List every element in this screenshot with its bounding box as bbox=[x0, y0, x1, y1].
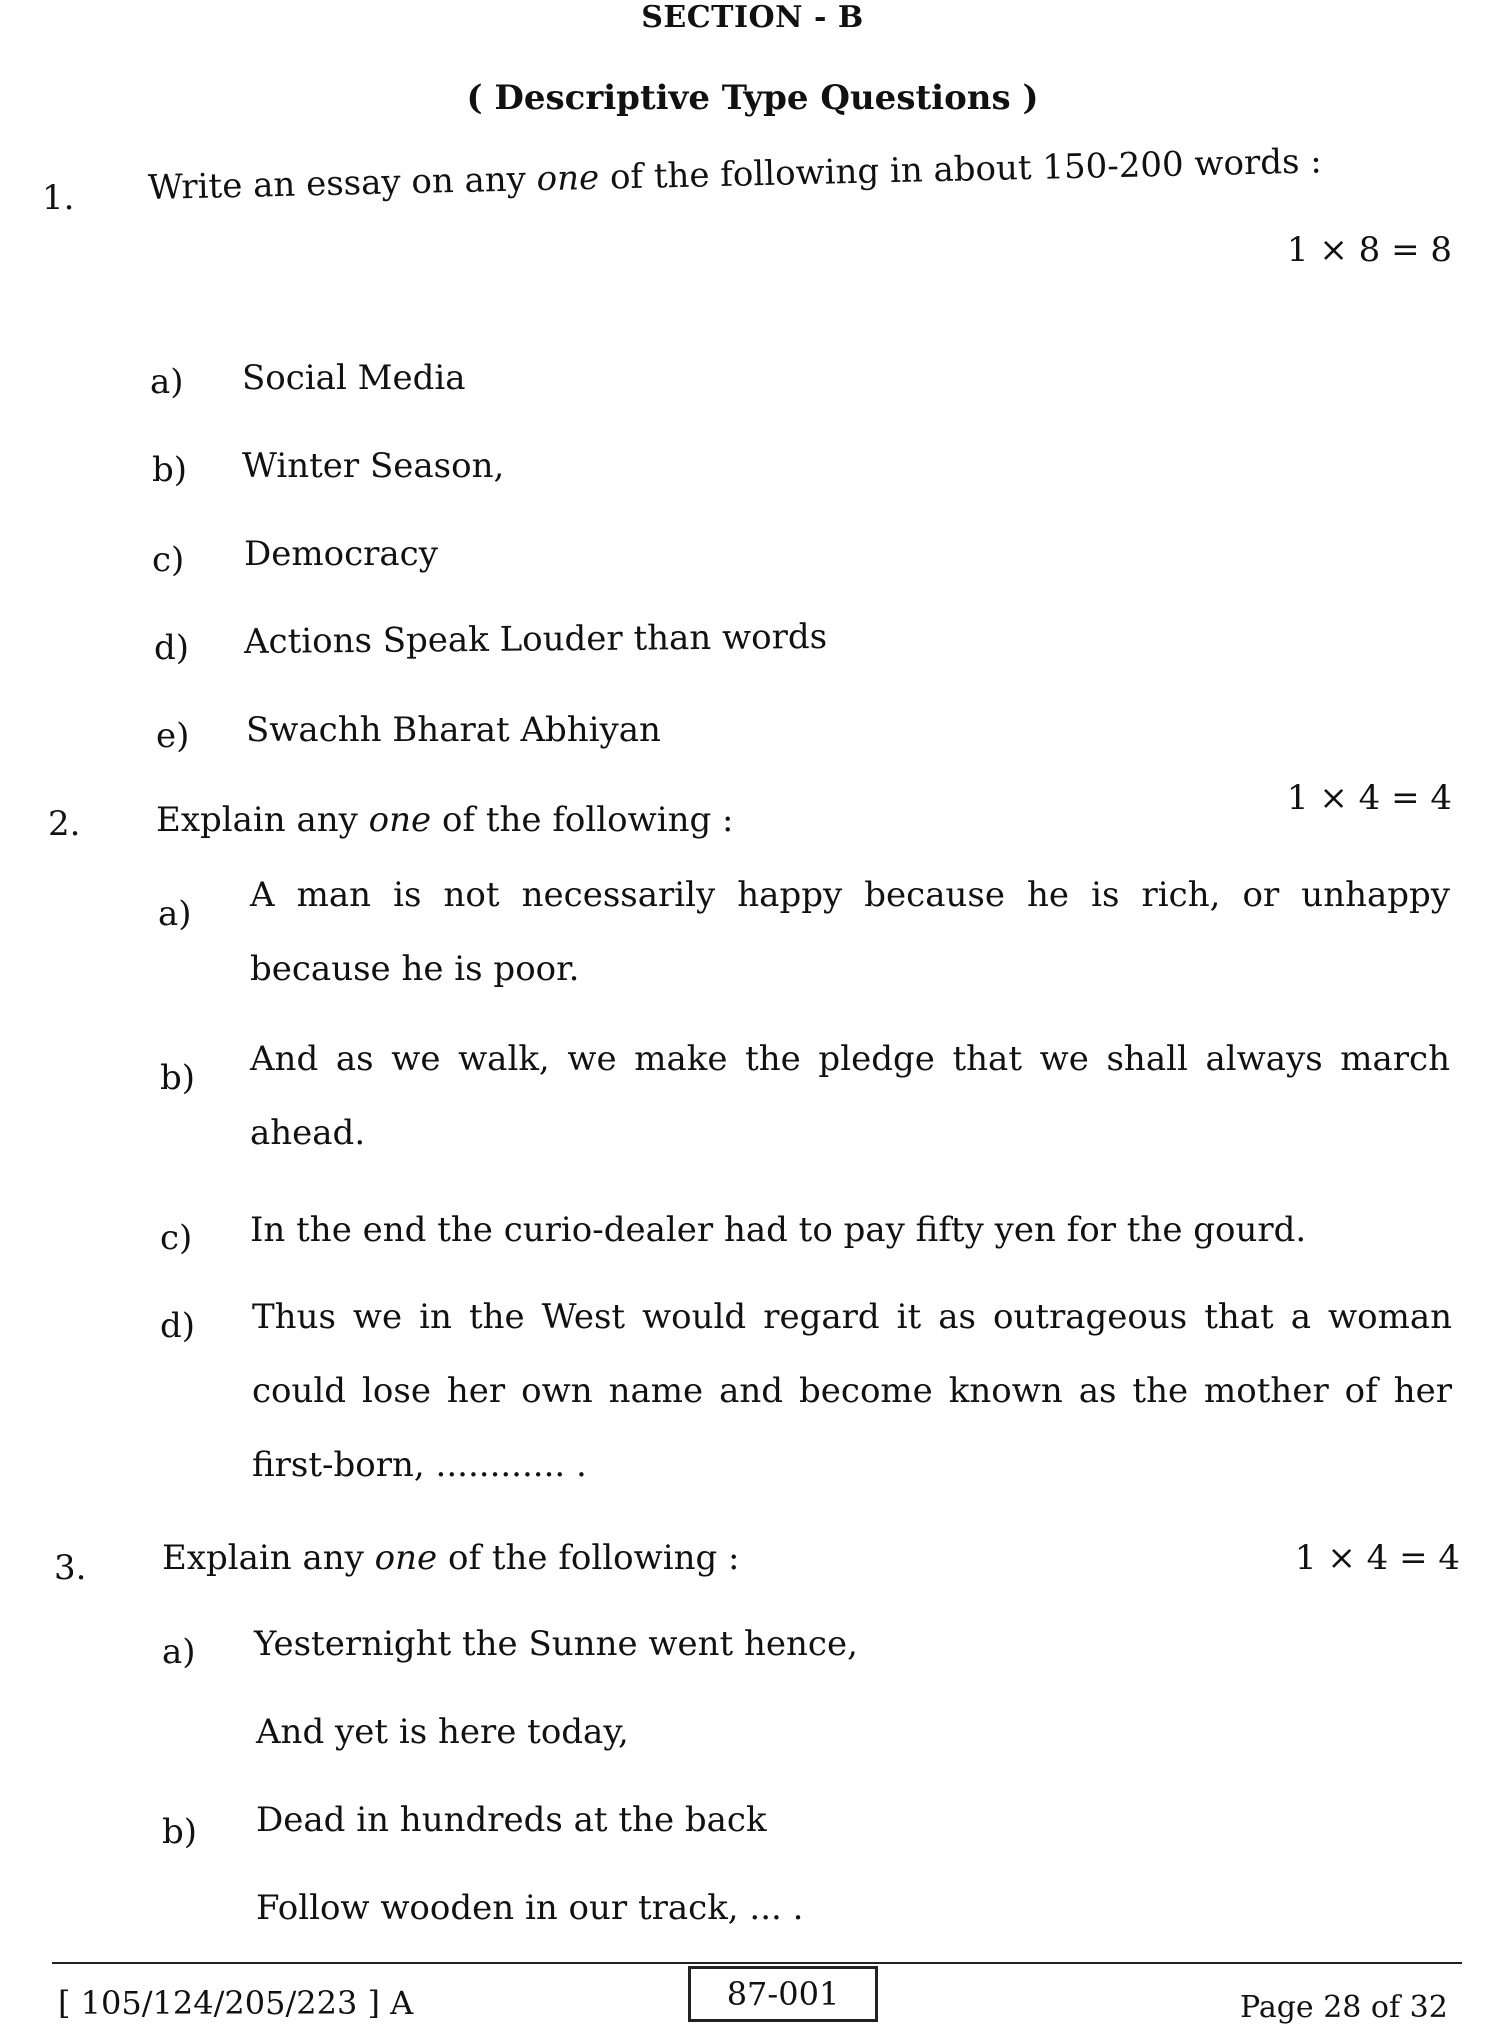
question-marks: 1 × 4 = 4 bbox=[1294, 1538, 1460, 1578]
section-title: SECTION - B bbox=[641, 0, 864, 35]
question-marks: 1 × 4 = 4 bbox=[1286, 778, 1452, 818]
option-letter: a) bbox=[150, 362, 184, 402]
option-letter: b) bbox=[152, 450, 188, 490]
footer-divider bbox=[52, 1962, 1462, 1964]
question-text: Write an essay on any one of the following in about 150-200 words : bbox=[147, 141, 1323, 208]
verse-line: Follow wooden in our track, ... . bbox=[256, 1888, 804, 1928]
option-letter: a) bbox=[158, 894, 192, 934]
page-number: Page 28 of 32 bbox=[1240, 1990, 1448, 2025]
option-text: Thus we in the West would regard it as outrageous that a woman could lose her own name and become known as the mother of her first-born, ............ . bbox=[252, 1297, 1452, 1485]
option-letter: c) bbox=[160, 1218, 193, 1258]
question-marks: 1 × 8 = 8 bbox=[1286, 230, 1452, 270]
question-number: 2. bbox=[48, 804, 81, 844]
option-letter: d) bbox=[154, 628, 190, 668]
section-subtitle: ( Descriptive Type Questions ) bbox=[466, 78, 1039, 118]
option-letter: c) bbox=[152, 540, 185, 580]
option-text: Winter Season, bbox=[242, 446, 505, 486]
option-text: A man is not necessarily happy because he is rich, or unhappy because he is poor. bbox=[250, 875, 1450, 989]
option-text: Democracy bbox=[244, 534, 438, 574]
option-text: And as we walk, we make the pledge that we shall always march ahead. bbox=[250, 1039, 1450, 1153]
paper-code-box: 87-001 bbox=[688, 1966, 878, 2022]
question-text: Explain any one of the following : bbox=[162, 1538, 740, 1578]
option-letter: a) bbox=[162, 1632, 196, 1672]
option-letter: b) bbox=[160, 1058, 196, 1098]
verse-line: Dead in hundreds at the back bbox=[256, 1800, 767, 1840]
option-letter: d) bbox=[160, 1306, 196, 1346]
footer-code: [ 105/124/205/223 ] A bbox=[58, 1984, 414, 2022]
option-letter: e) bbox=[156, 716, 190, 756]
option-text: Social Media bbox=[242, 358, 466, 398]
question-text: Explain any one of the following : bbox=[156, 800, 734, 840]
question-number: 3. bbox=[54, 1548, 87, 1588]
verse-line: And yet is here today, bbox=[256, 1712, 629, 1752]
question-number: 1. bbox=[42, 178, 75, 218]
option-letter: b) bbox=[162, 1812, 198, 1852]
verse-line: Yesternight the Sunne went hence, bbox=[254, 1624, 858, 1664]
option-text: Actions Speak Louder than words bbox=[243, 616, 828, 662]
option-text: Swachh Bharat Abhiyan bbox=[246, 710, 661, 750]
option-text: In the end the curio-dealer had to pay fifty yen for the gourd. bbox=[250, 1210, 1307, 1250]
